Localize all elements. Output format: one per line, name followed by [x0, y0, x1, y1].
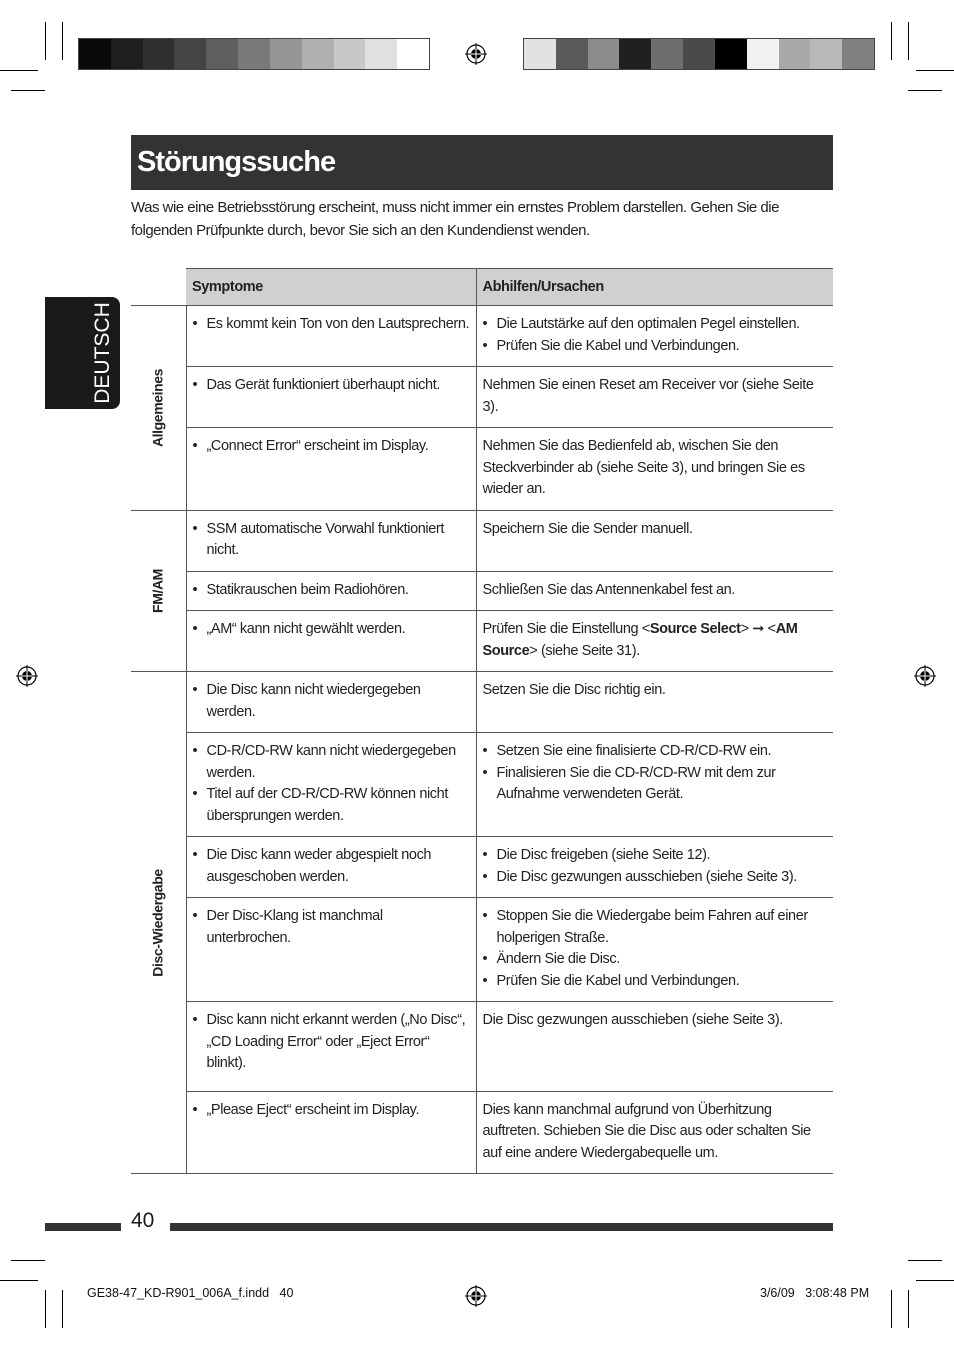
- crop-mark: [908, 22, 909, 60]
- color-swatch: [397, 39, 429, 69]
- symptom-item: • CD-R/CD-RW kann nicht wiedergegeben werden.: [193, 741, 470, 784]
- crop-mark: [0, 1280, 38, 1281]
- color-swatch: [206, 39, 238, 69]
- symptom-cell: [186, 510, 476, 571]
- color-swatch: [619, 39, 651, 69]
- remedy-item: • Die Disc gezwungen ausschieben (siehe Seite 3).: [483, 867, 828, 889]
- symptom-cell: [186, 611, 476, 672]
- color-swatch: [111, 39, 143, 69]
- remedy-text: > ➞ <: [740, 621, 776, 637]
- crop-mark: [891, 22, 892, 60]
- remedy-item: • Finalisieren Sie die CD-R/CD-RW mit dem zur Aufnahme verwendeten Gerät.: [483, 763, 828, 806]
- remedy-cell: [476, 898, 833, 1002]
- symptom-item: • „Connect Error“ erscheint im Display.: [193, 436, 470, 458]
- remedy-cell: [476, 733, 833, 837]
- remedy-cell: Dies kann manchmal aufgrund von Überhitzung auftreten. Schieben Sie die Disc aus oder schalten Sie auf eine andere Wiedergabequelle um.: [476, 1091, 833, 1174]
- crop-mark: [908, 1260, 942, 1261]
- color-swatch: [365, 39, 397, 69]
- remedy-text: > (siehe Seite 31).: [529, 642, 640, 659]
- crop-mark: [45, 1290, 46, 1328]
- remedy-cell: Die Disc gezwungen ausschieben (siehe Seite 3).: [476, 1002, 833, 1092]
- print-timestamp: 3/6/09 3:08:48 PM: [760, 1286, 870, 1300]
- category-cell: [131, 672, 186, 1174]
- symptom-item: • Disc kann nicht erkannt werden („No Disc“, „CD Loading Error“ oder „Eject Error“ blinkt).: [193, 1010, 470, 1075]
- color-swatch: [174, 39, 206, 69]
- remedy-item: • Die Disc freigeben (siehe Seite 12).: [483, 845, 828, 867]
- symptom-item: • Die Disc kann nicht wiedergegeben werden.: [193, 680, 470, 723]
- color-swatch: [810, 39, 842, 69]
- table-row: [131, 672, 833, 733]
- table-row: [131, 1002, 833, 1092]
- table-header-row: [131, 269, 833, 306]
- symptom-cell: [186, 306, 476, 367]
- table-row: [131, 733, 833, 837]
- table-header-blank: [131, 269, 186, 306]
- crop-mark: [11, 90, 45, 91]
- color-swatch: [683, 39, 715, 69]
- troubleshooting-table: [131, 268, 833, 1174]
- remedy-cell: Nehmen Sie einen Reset am Receiver vor (siehe Seite 3).: [476, 367, 833, 428]
- registration-mark-icon: [16, 665, 38, 687]
- crop-mark: [891, 1290, 892, 1328]
- crop-mark: [916, 70, 954, 71]
- table-row: [131, 571, 833, 611]
- symptom-item: • Statikrauschen beim Radiohören.: [193, 580, 470, 602]
- symptom-item: • Der Disc-Klang ist manchmal unterbrochen.: [193, 906, 470, 949]
- registration-mark-icon: [914, 665, 936, 687]
- remedy-text: Prüfen Sie die Einstellung <: [482, 621, 650, 637]
- table-row: [131, 898, 833, 1002]
- intro-paragraph: Was wie eine Betriebsstörung erscheint, muss nicht immer ein ernstes Problem darstellen. Gehen Sie die folgenden Prüfpunkte durch, bevor Sie sich an den Kundendienst wenden.: [131, 199, 779, 239]
- color-swatch: [524, 39, 556, 69]
- remedy-item: • Stoppen Sie die Wiedergabe beim Fahren auf einer holperigen Straße.: [483, 906, 828, 949]
- symptom-item: • Es kommt kein Ton von den Lautsprechern.: [193, 314, 470, 336]
- remedy-item: • Die Lautstärke auf den optimalen Pegel einstellen.: [483, 314, 828, 336]
- symptom-cell: [186, 1002, 476, 1092]
- color-swatch: [842, 39, 874, 69]
- registration-mark-icon: [465, 43, 487, 65]
- table-row: [131, 510, 833, 571]
- symptom-item: • SSM automatische Vorwahl funktioniert nicht.: [193, 519, 470, 562]
- crop-mark: [11, 1260, 45, 1261]
- color-swatch: [302, 39, 334, 69]
- symptom-cell: [186, 837, 476, 898]
- symptom-item: • Die Disc kann weder abgespielt noch ausgeschoben werden.: [193, 845, 470, 888]
- symptom-cell: [186, 428, 476, 511]
- language-tab-label: DEUTSCH: [91, 302, 114, 404]
- category-label: Allgemeines: [149, 368, 166, 447]
- remedy-item: • Ändern Sie die Disc.: [483, 949, 828, 971]
- symptom-cell: [186, 898, 476, 1002]
- menu-item-name: Source Select: [649, 621, 741, 637]
- symptom-cell: [186, 1091, 476, 1174]
- menu-item-name: AM Source: [482, 621, 798, 659]
- symptom-cell: [186, 367, 476, 428]
- color-bar-right: [523, 38, 875, 70]
- footer-rule-left: [45, 1223, 121, 1231]
- registration-mark-icon: [465, 1285, 487, 1307]
- table-row: [131, 837, 833, 898]
- symptom-item: • Das Gerät funktioniert überhaupt nicht.: [193, 375, 470, 397]
- symptom-cell: [186, 571, 476, 611]
- table-row: [131, 1091, 833, 1174]
- color-swatch: [270, 39, 302, 69]
- remedy-cell: Schließen Sie das Antennenkabel fest an.: [476, 571, 833, 611]
- color-swatch: [238, 39, 270, 69]
- remedy-item: • Prüfen Sie die Kabel und Verbindungen.: [483, 336, 828, 358]
- color-bar-left: [78, 38, 430, 70]
- crop-mark: [62, 22, 63, 60]
- remedy-cell: [476, 306, 833, 367]
- remedy-cell: [476, 837, 833, 898]
- crop-mark: [908, 1290, 909, 1328]
- remedy-item: • Setzen Sie eine finalisierte CD-R/CD-RW ein.: [483, 741, 828, 763]
- color-swatch: [779, 39, 811, 69]
- crop-mark: [62, 1290, 63, 1328]
- page-title: Störungssuche: [137, 146, 336, 178]
- color-swatch: [588, 39, 620, 69]
- color-swatch: [143, 39, 175, 69]
- color-swatch: [747, 39, 779, 69]
- category-label: Disc-Wiedergabe: [149, 868, 166, 977]
- symptom-cell: [186, 733, 476, 837]
- symptom-cell: [186, 672, 476, 733]
- remedy-cell: Nehmen Sie das Bedienfeld ab, wischen Sie den Steckverbinder ab (siehe Seite 3), und bringen Sie es wieder an.: [476, 428, 833, 511]
- page-number: 40: [131, 1209, 155, 1232]
- crop-mark: [908, 90, 942, 91]
- color-swatch: [556, 39, 588, 69]
- color-swatch: [651, 39, 683, 69]
- symptom-item: • „Please Eject“ erscheint im Display.: [193, 1100, 470, 1122]
- language-tab: [45, 297, 120, 409]
- table-row: [131, 306, 833, 367]
- table-row: [131, 367, 833, 428]
- category-cell: [131, 306, 186, 511]
- symptom-item: • Titel auf der CD-R/CD-RW können nicht übersprungen werden.: [193, 784, 470, 827]
- footer-rule-right: [170, 1223, 833, 1231]
- color-swatch: [79, 39, 111, 69]
- table-row: [131, 428, 833, 511]
- category-label: FM/AM: [149, 568, 166, 613]
- color-swatch: [334, 39, 366, 69]
- category-cell: [131, 510, 186, 672]
- file-slug: GE38-47_KD-R901_006A_f.indd 40: [87, 1286, 294, 1300]
- table-row: [131, 611, 833, 672]
- page-title-bar: [131, 135, 833, 190]
- crop-mark: [0, 70, 38, 71]
- remedy-cell: Setzen Sie die Disc richtig ein.: [476, 672, 833, 733]
- color-swatch: [715, 39, 747, 69]
- table-header-remedies: Abhilfen/Ursachen: [476, 269, 833, 306]
- crop-mark: [45, 22, 46, 60]
- remedy-item: • Prüfen Sie die Kabel und Verbindungen.: [483, 971, 828, 993]
- remedy-cell: [476, 611, 833, 672]
- symptom-item: • „AM“ kann nicht gewählt werden.: [193, 619, 470, 641]
- crop-mark: [916, 1280, 954, 1281]
- remedy-cell: Speichern Sie die Sender manuell.: [476, 510, 833, 571]
- table-header-symptoms: Symptome: [186, 269, 476, 306]
